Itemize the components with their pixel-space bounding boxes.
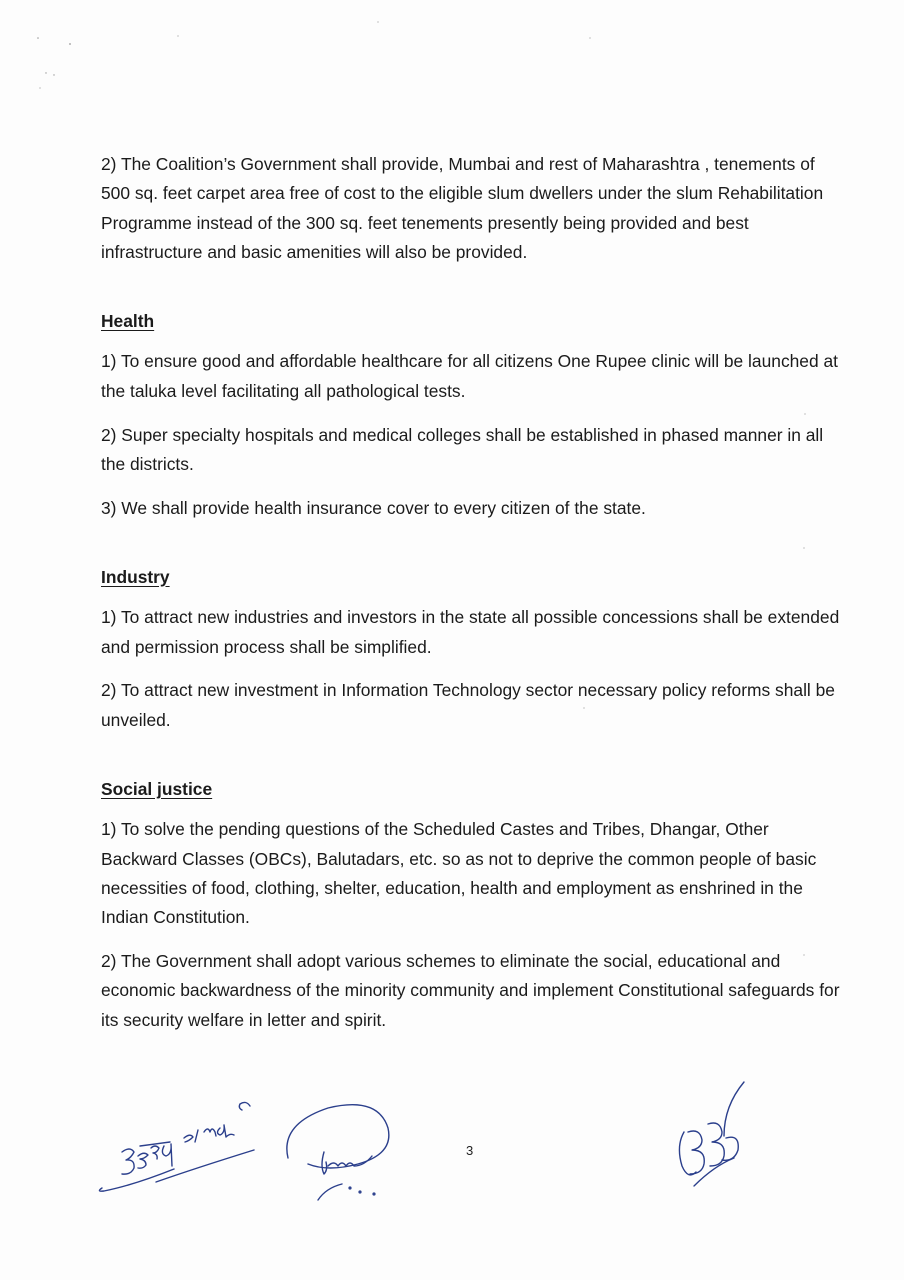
signature-right (668, 1078, 768, 1198)
page-number: 3 (466, 1143, 474, 1158)
health-item-3: 3) We shall provide health insurance cover to every citizen of the state. (101, 497, 646, 518)
document-body (101, 150, 846, 1049)
industry-item-1: 1) To attract new industries and investors in the state all possible concessions shall be extended and permission process shall be simplified. (101, 607, 840, 657)
signature-middle (278, 1096, 398, 1206)
section-heading-social-justice: Social justice (101, 778, 213, 799)
section-heading-health: Health (101, 311, 155, 332)
health-item-1: 1) To ensure good and affordable healthcare for all citizens One Rupee clinic will be launched at the taluka level facilitating all pathological tests. (101, 351, 838, 401)
social-justice-item-2: 2) The Government shall adopt various schemes to eliminate the social, educational and economic backwardness of the minority community and implement Constitutional safeguards for its security welfare in letter and spirit. (101, 950, 840, 1030)
industry-item-2: 2) To attract new investment in Information Technology sector necessary policy reforms shall be unveiled. (101, 680, 835, 730)
signature-left (96, 1090, 266, 1200)
section-heading-industry: Industry (101, 566, 170, 587)
health-item-2: 2) Super specialty hospitals and medical colleges shall be established in phased manner in all the districts. (101, 424, 824, 474)
social-justice-item-1: 1) To solve the pending questions of the Scheduled Castes and Tribes, Dhangar, Other Backward Classes (OBCs), Balutadars, etc. so as not to deprive the common people of basic necessities of food, clothing, shelter, education, health and employment as enshrined in the Indian Constitution. (101, 819, 817, 928)
intro-paragraph: 2) The Coalition’s Government shall provide, Mumbai and rest of Maharashtra , tenements of 500 sq. feet carpet area free of cost to the eligible slum dwellers under the slum Rehabilitation Programme instead of the 300 sq. feet tenements presently being provided and best infrastructure and basic amenities will also be provided. (101, 154, 824, 262)
